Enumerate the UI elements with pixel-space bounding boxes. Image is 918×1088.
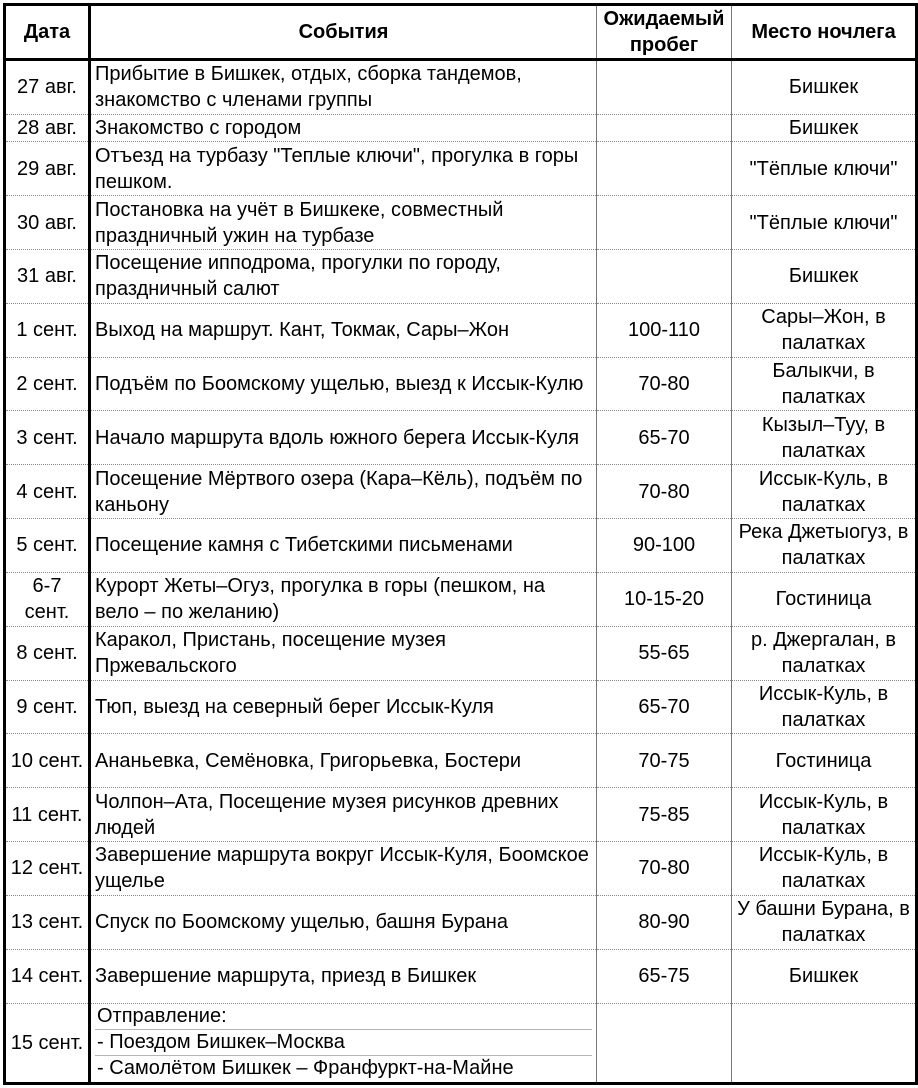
row-distance: [597, 196, 732, 250]
row-date: 10 сент.: [5, 734, 90, 788]
row-date: 30 авг.: [5, 196, 90, 250]
row-events: Спуск по Боомскому ущелью, башня Бурана: [90, 895, 597, 949]
row-distance: 80-90: [597, 895, 732, 949]
table-row: [5, 519, 917, 573]
table-row: [5, 465, 917, 519]
row-date: 3 сент.: [5, 411, 90, 465]
table-header-row: [5, 5, 917, 60]
table-row: [5, 626, 917, 680]
row-events: Начало маршрута вдоль южного берега Иссык-Куля: [90, 411, 597, 465]
row-distance: 100-110: [597, 303, 732, 357]
row-lodging: Бишкек: [732, 949, 917, 1003]
header-expected-distance: [597, 5, 732, 60]
row-events: Тюп, выезд на северный берег Иссык-Куля: [90, 680, 597, 734]
row-distance: 90-100: [597, 519, 732, 573]
row-lodging: р. Джергалан, в палатках: [732, 626, 917, 680]
departure-events: [90, 1003, 597, 1083]
row-lodging: Иссык-Куль, в палатках: [732, 842, 917, 896]
row-date: 31 авг.: [5, 249, 90, 303]
departure-title: Отправление:: [95, 1004, 592, 1030]
table-row: [5, 303, 917, 357]
row-lodging: Кызыл–Туу, в палатках: [732, 411, 917, 465]
row-date: 13 сент.: [5, 895, 90, 949]
row-lodging: У башни Бурана, в палатках: [732, 895, 917, 949]
header-expected-line1: Ожидаемый: [603, 8, 725, 30]
row-date: 6-7 сент.: [5, 572, 90, 626]
row-distance: [597, 142, 732, 196]
row-date: 29 авг.: [5, 142, 90, 196]
row-lodging: Сары–Жон, в палатках: [732, 303, 917, 357]
row-date: 15 сент.: [5, 1003, 90, 1083]
row-distance: 65-75: [597, 949, 732, 1003]
row-date: 12 сент.: [5, 842, 90, 896]
row-lodging: Иссык-Куль, в палатках: [732, 465, 917, 519]
table-row: [5, 411, 917, 465]
row-events: Чолпон–Ата, Посещение музея рисунков древних людей: [90, 788, 597, 842]
table-row: [5, 949, 917, 1003]
table-row: [5, 249, 917, 303]
row-events: Завершение маршрута вокруг Иссык-Куля, Боомское ущелье: [90, 842, 597, 896]
row-lodging: Иссык-Куль, в палатках: [732, 788, 917, 842]
row-lodging: Иссык-Куль, в палатках: [732, 680, 917, 734]
row-lodging: Бишкек: [732, 114, 917, 141]
row-date: 2 сент.: [5, 357, 90, 411]
row-date: 8 сент.: [5, 626, 90, 680]
row-events: Завершение маршрута, приезд в Бишкек: [90, 949, 597, 1003]
table-row: [5, 196, 917, 250]
departure-option: - Поездом Бишкек–Москва: [95, 1030, 592, 1056]
row-events: Выход на маршрут. Кант, Токмак, Сары–Жон: [90, 303, 597, 357]
table-row: [5, 734, 917, 788]
row-date: 14 сент.: [5, 949, 90, 1003]
row-distance: 70-80: [597, 842, 732, 896]
table-row: [5, 357, 917, 411]
row-distance: 10-15-20: [597, 572, 732, 626]
row-distance: 75-85: [597, 788, 732, 842]
row-date: 9 сент.: [5, 680, 90, 734]
table-row: [5, 142, 917, 196]
row-distance: 70-80: [597, 465, 732, 519]
row-lodging: Гостиница: [732, 572, 917, 626]
row-distance: [597, 114, 732, 141]
row-events: Отъезд на турбазу "Теплые ключи", прогулка в горы пешком.: [90, 142, 597, 196]
row-date: 28 авг.: [5, 114, 90, 141]
row-lodging: "Тёплые ключи": [732, 142, 917, 196]
row-date: 27 авг.: [5, 60, 90, 115]
row-events: Посещение камня с Тибетскими письменами: [90, 519, 597, 573]
table-row-departure: [5, 1003, 917, 1083]
row-date: 11 сент.: [5, 788, 90, 842]
header-expected-line2: пробег: [629, 34, 699, 56]
row-distance: 65-70: [597, 411, 732, 465]
row-lodging: Балыкчи, в палатках: [732, 357, 917, 411]
header-lodging: Место ночлега: [732, 5, 917, 60]
row-events: Посещение ипподрома, прогулки по городу, праздничный салют: [90, 249, 597, 303]
row-lodging: Бишкек: [732, 249, 917, 303]
itinerary-table: [3, 3, 918, 1085]
row-events: Знакомство с городом: [90, 114, 597, 141]
row-events: Ананьевка, Семёновка, Григорьевка, Бостери: [90, 734, 597, 788]
row-distance: [597, 1003, 732, 1083]
table-row: [5, 895, 917, 949]
row-lodging: Река Джетыогуз, в палатках: [732, 519, 917, 573]
row-events: Подъём по Боомскому ущелью, выезд к Иссык-Кулю: [90, 357, 597, 411]
row-lodging: Бишкек: [732, 60, 917, 115]
table-row: [5, 842, 917, 896]
table-row: [5, 788, 917, 842]
table-row: [5, 60, 917, 115]
row-date: 1 сент.: [5, 303, 90, 357]
row-distance: [597, 249, 732, 303]
row-events: Каракол, Пристань, посещение музея Пржевальского: [90, 626, 597, 680]
row-distance: 70-75: [597, 734, 732, 788]
itinerary-body: [5, 60, 917, 1084]
row-date: 5 сент.: [5, 519, 90, 573]
header-date: Дата: [5, 5, 90, 60]
row-events: Посещение Мёртвого озера (Кара–Кёль), подъём по каньону: [90, 465, 597, 519]
row-lodging: "Тёплые ключи": [732, 196, 917, 250]
row-lodging: [732, 1003, 917, 1083]
row-events: Курорт Жеты–Огуз, прогулка в горы (пешком, на вело – по желанию): [90, 572, 597, 626]
table-row: [5, 572, 917, 626]
row-date: 4 сент.: [5, 465, 90, 519]
row-lodging: Гостиница: [732, 734, 917, 788]
row-distance: 55-65: [597, 626, 732, 680]
row-distance: [597, 60, 732, 115]
header-events: События: [90, 5, 597, 60]
row-distance: 65-70: [597, 680, 732, 734]
row-events: Прибытие в Бишкек, отдых, сборка тандемов, знакомство с членами группы: [90, 60, 597, 115]
table-row: [5, 114, 917, 141]
departure-option: - Самолётом Бишкек – Франфуркт-на-Майне: [97, 1057, 514, 1080]
row-events: Постановка на учёт в Бишкеке, совместный праздничный ужин на турбазе: [90, 196, 597, 250]
table-row: [5, 680, 917, 734]
row-distance: 70-80: [597, 357, 732, 411]
